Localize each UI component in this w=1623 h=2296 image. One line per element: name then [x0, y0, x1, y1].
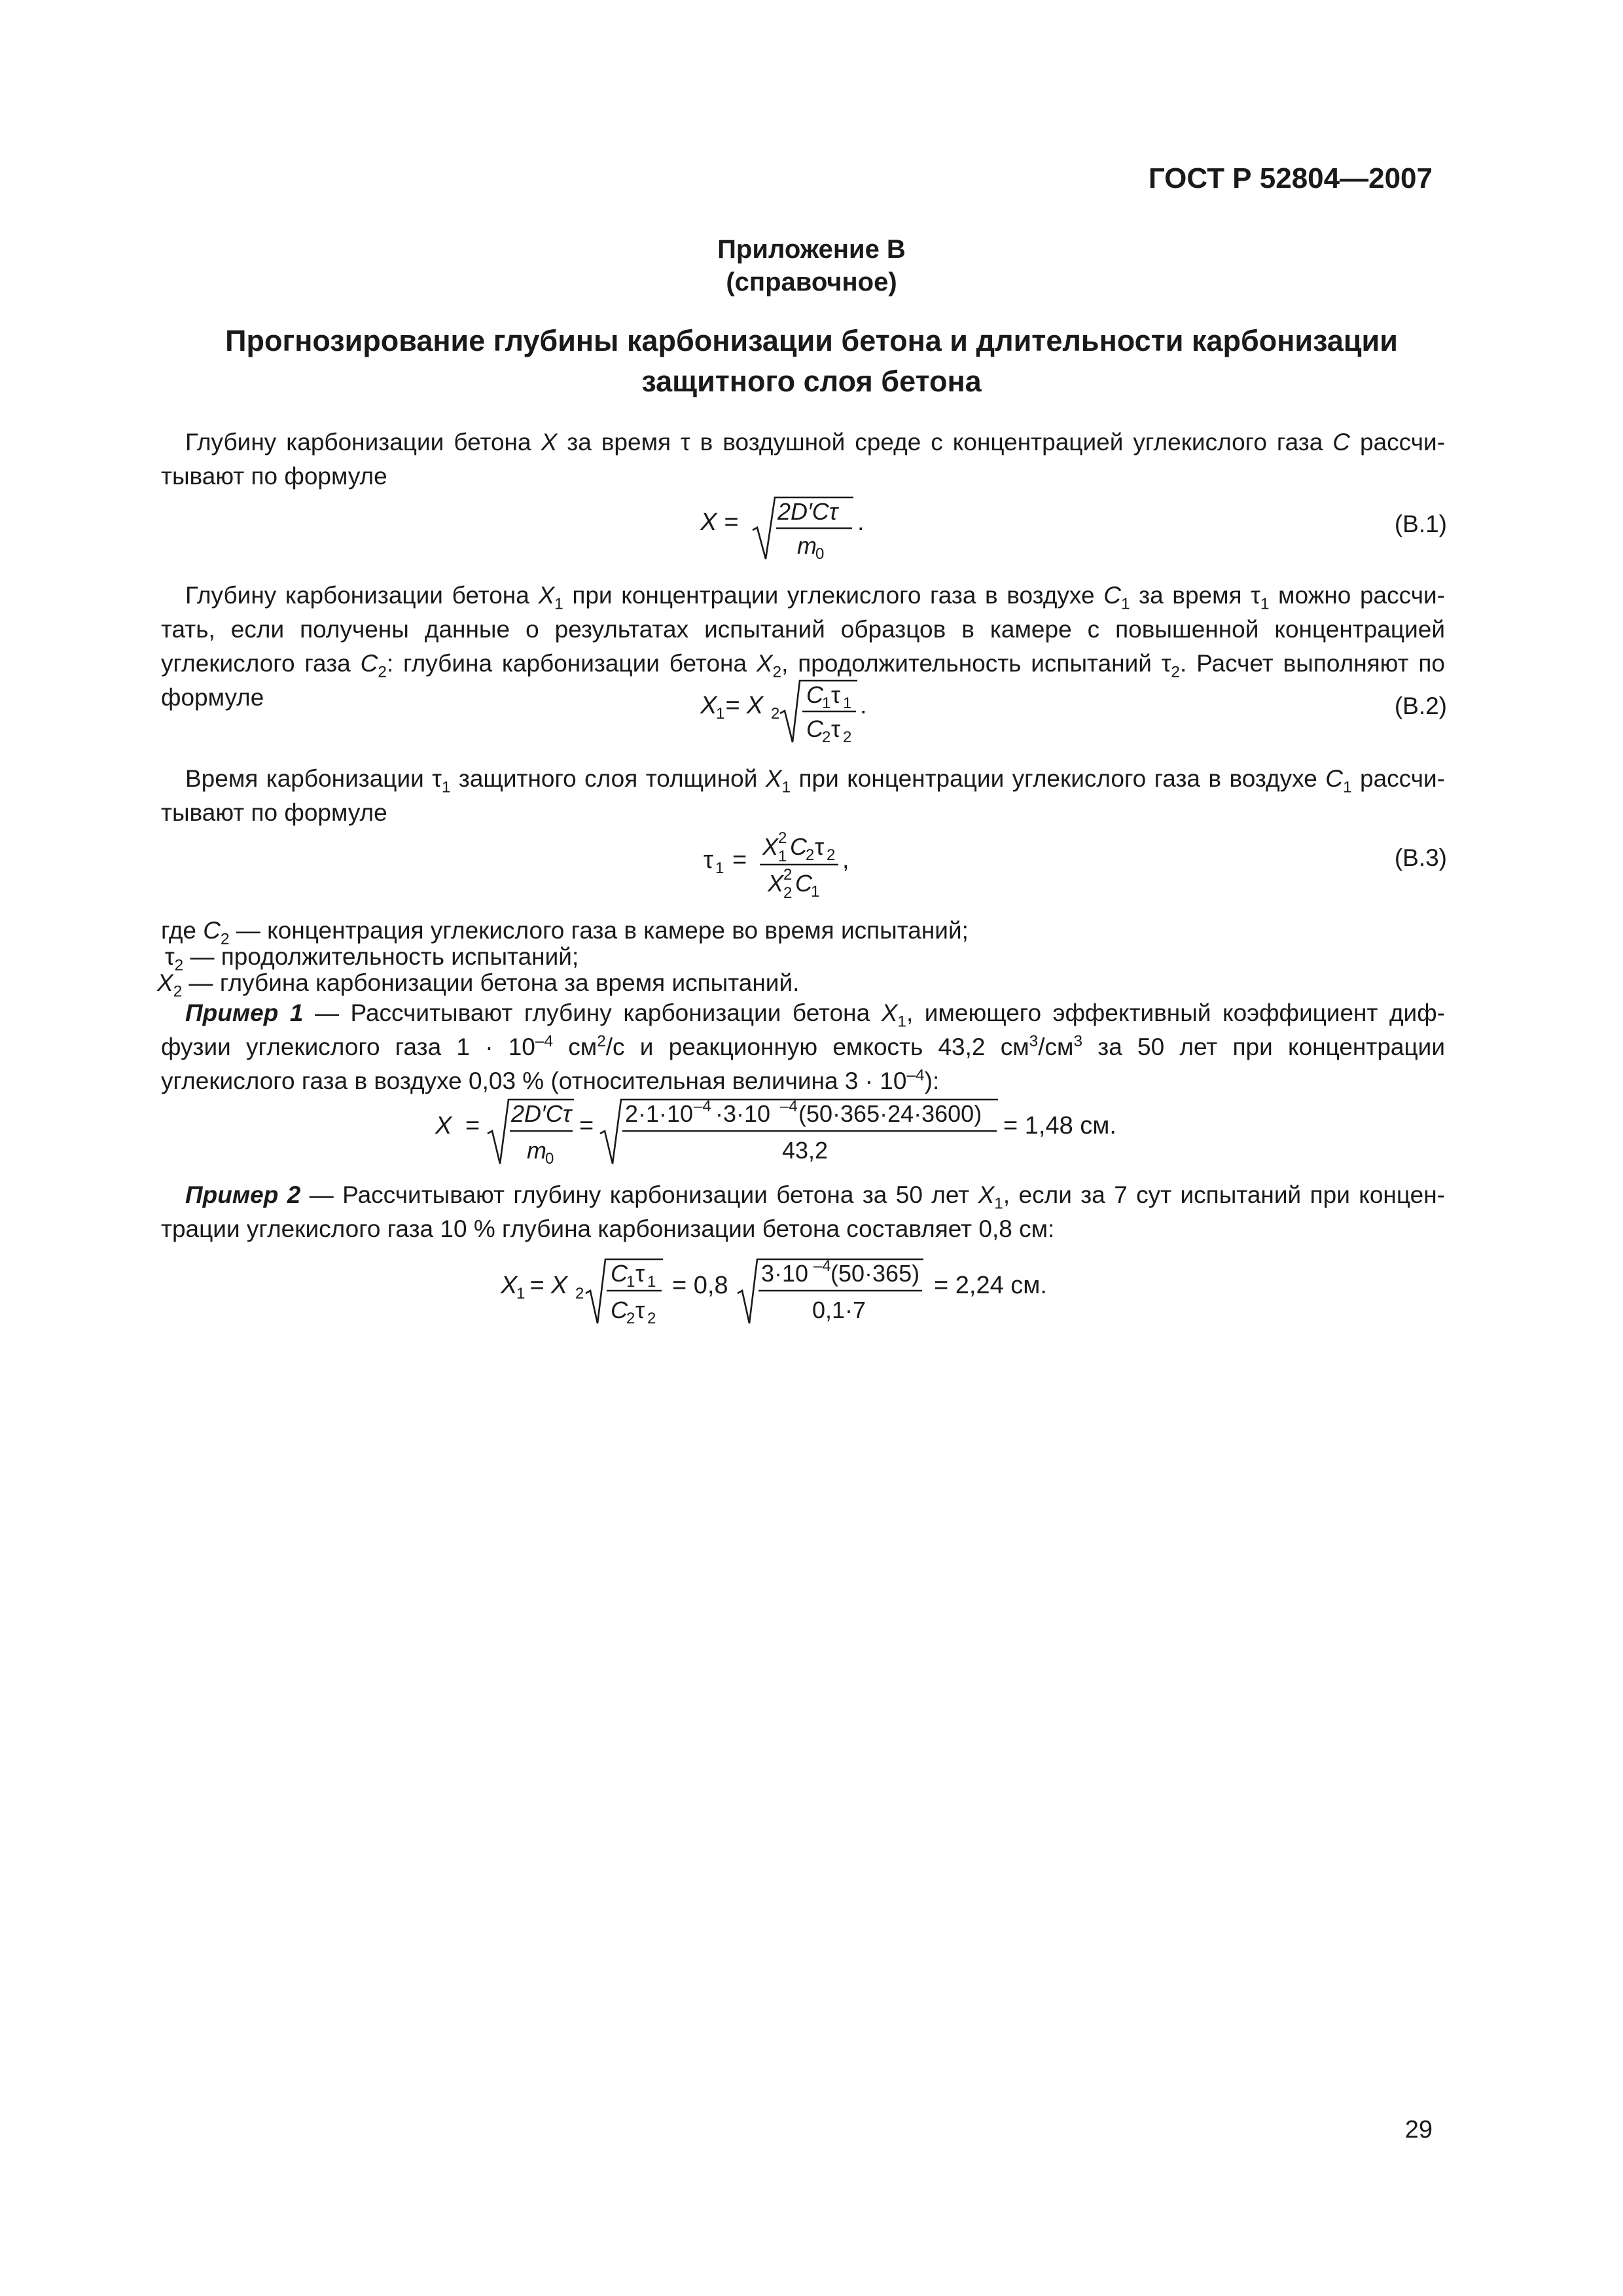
- example-2: Пример 2 — Рассчитывают глубину карбонизации бетона за 50 лет $X_1$, если за 7 сут испытаний при концентрации углекислого газа 10 % глубина карбонизации бетона составляет 0,8 см:: [161, 1181, 1445, 1242]
- svg-text:C: C: [611, 1297, 628, 1323]
- svg-text:τ: τ: [704, 846, 714, 874]
- svg-text:=: =: [732, 846, 747, 874]
- svg-text:X: X: [435, 1112, 452, 1139]
- formula-example-1: [435, 1092, 1162, 1167]
- svg-text:(50·365): (50·365): [830, 1260, 920, 1287]
- svg-text:3·10: 3·10: [761, 1260, 809, 1287]
- example-1: Пример 1 — Рассчитывают глубину карбонизации бетона $X_1$, имеющего эффективный коэффициент диффузии углекислого газа $1 \cdot 10^{-4}$ $см^2/с$ и реакционную емкость 43,2 $см^3/см^3$ за 50 лет при концентрации углекислого газа в воздухе 0,03 % (относительная величина $3 \cdot 10^{-4}$):: [161, 999, 1445, 1094]
- svg-text:2: 2: [647, 1310, 656, 1327]
- svg-text:2·1·10: 2·1·10: [625, 1100, 694, 1127]
- svg-text:X: X: [501, 1272, 518, 1299]
- svg-text:1: 1: [778, 848, 787, 865]
- formula-b1-denominator: m: [797, 532, 817, 559]
- svg-text:–4: –4: [694, 1098, 711, 1115]
- formula-b2: [700, 674, 877, 746]
- svg-text:C: C: [611, 1260, 628, 1287]
- svg-text:1: 1: [647, 1273, 656, 1291]
- svg-text:C: C: [806, 715, 823, 742]
- svg-text:X: X: [700, 692, 717, 719]
- svg-text:= X: = X: [725, 692, 764, 719]
- svg-text:2: 2: [783, 866, 793, 884]
- svg-text:.: .: [860, 692, 867, 719]
- formula-b1-lhs: X =: [700, 509, 739, 536]
- svg-text:τ: τ: [831, 715, 841, 742]
- svg-text:τ: τ: [815, 833, 825, 860]
- svg-text:τ: τ: [635, 1260, 645, 1287]
- svg-text:2: 2: [822, 728, 831, 746]
- formula-b1-numerator: 2D′Cτ: [777, 498, 838, 525]
- formula-example-2: [501, 1251, 1077, 1327]
- appendix-kind: (справочное): [726, 268, 897, 296]
- svg-text:1: 1: [811, 883, 820, 901]
- svg-text:= X: = X: [529, 1272, 568, 1299]
- svg-text:=: =: [465, 1112, 480, 1139]
- svg-text:X: X: [768, 870, 784, 897]
- svg-text:0,1·7: 0,1·7: [812, 1297, 866, 1323]
- formula-b3-number: (В.3): [1394, 844, 1447, 871]
- svg-text:.: .: [857, 509, 865, 536]
- svg-text:2: 2: [575, 1285, 584, 1302]
- appendix-label: Приложение В: [717, 235, 906, 264]
- svg-text:=: =: [579, 1112, 594, 1139]
- legend-item: $\tau_2$ — продолжительность испытаний;: [165, 943, 579, 975]
- svg-text:(50·365·24·3600): (50·365·24·3600): [798, 1100, 982, 1127]
- svg-text:τ: τ: [635, 1297, 645, 1323]
- page-number: 29: [1404, 2116, 1433, 2144]
- svg-text:2: 2: [783, 884, 793, 902]
- svg-text:–4: –4: [780, 1098, 798, 1115]
- formula-b1: [700, 491, 870, 563]
- svg-text:0: 0: [815, 545, 825, 563]
- svg-text:–4: –4: [813, 1257, 831, 1275]
- svg-text:= 2,24 см.: = 2,24 см.: [934, 1272, 1047, 1299]
- svg-text:1: 1: [626, 1273, 635, 1291]
- paragraph-1: Глубину карбонизации бетона X за время τ в воздушной среде с концентрацией углекислого газа C рассчитывают по формуле: [161, 429, 1446, 490]
- svg-text:C: C: [795, 870, 812, 897]
- svg-text:1: 1: [716, 705, 725, 723]
- svg-text:0: 0: [545, 1150, 554, 1168]
- svg-text:43,2: 43,2: [782, 1137, 829, 1164]
- paragraph-2: Глубину карбонизации бетона $X_1$ при концентрации углекислого газа в воздухе $C_1$ за время $\tau_1$ можно рассчитать, если получены данные о результатах испытаний образцов в камере с повышенной концентрацией углекислого газа $C_2$: глубина карбонизации бетона $X_2$, продолжительность испытаний $\tau_2$. Расчет выполняют по формуле: [161, 582, 1445, 711]
- document-id: ГОСТ Р 52804—2007: [1148, 162, 1433, 194]
- svg-text:= 0,8: = 0,8: [672, 1272, 728, 1299]
- formula-b1-number: (В.1): [1394, 511, 1447, 537]
- svg-text:1: 1: [715, 859, 724, 877]
- svg-text:2: 2: [843, 728, 852, 746]
- svg-text:·3·10: ·3·10: [715, 1100, 771, 1127]
- legend-item: где $C_2$ — концентрация углекислого газа в камере во время испытаний;: [161, 917, 969, 948]
- svg-text:2: 2: [771, 705, 780, 723]
- svg-text:2: 2: [806, 846, 815, 864]
- svg-text:2: 2: [827, 846, 836, 864]
- svg-text:2D′Cτ: 2D′Cτ: [511, 1100, 572, 1127]
- svg-text:2: 2: [778, 829, 787, 847]
- page-title: Прогнозирование глубины карбонизации бетона и длительности карбонизации защитного слоя бетона: [225, 324, 1398, 398]
- svg-text:τ: τ: [831, 681, 841, 708]
- svg-text:,: ,: [842, 846, 849, 874]
- svg-text:2: 2: [626, 1310, 635, 1327]
- svg-text:= 1,48 см.: = 1,48 см.: [1003, 1112, 1116, 1139]
- svg-text:C: C: [790, 833, 807, 860]
- formula-b2-number: (В.2): [1394, 692, 1447, 719]
- svg-text:C: C: [806, 681, 823, 708]
- svg-text:X: X: [762, 833, 779, 860]
- paragraph-3: Время карбонизации $\tau_1$ защитного слоя толщиной $X_1$ при концентрации углекислого газа в воздухе $C_1$ рассчитывают по формуле: [161, 765, 1445, 826]
- svg-text:1: 1: [516, 1285, 526, 1302]
- formula-b3: [704, 826, 874, 905]
- svg-text:1: 1: [843, 694, 852, 712]
- svg-text:m: m: [527, 1137, 546, 1164]
- legend-item: $X_2$ — глубина карбонизации бетона за время испытаний.: [157, 969, 800, 1001]
- svg-text:1: 1: [822, 694, 831, 712]
